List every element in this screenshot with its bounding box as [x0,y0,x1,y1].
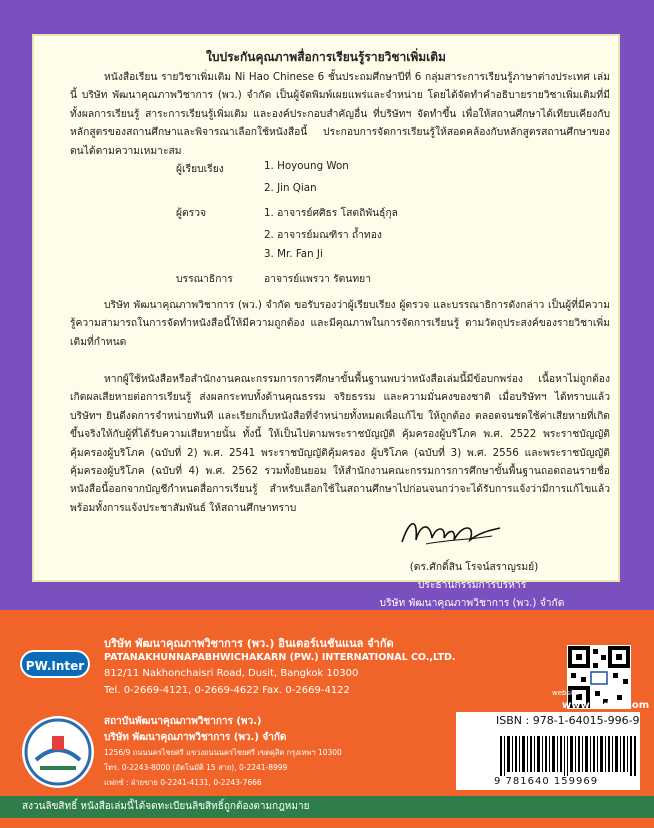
publisher-name-th: บริษัท พัฒนาคุณภาพวิชาการ (พว.) อินเตอร์เนชันแนล จำกัด [104,637,394,650]
copyright-bar: สงวนลิขสิทธิ์ หนังสือเล่มนี้ได้จดทะเบียนลิขสิทธิ์ถูกต้องตามกฎหมาย [0,796,654,818]
institute-fax: แฟกซ์ : ฝ่ายขาย 0-2241-4131, 0-2243-7666 [104,778,262,787]
credit-label: ผู้เรียบเรียง [176,163,224,175]
credit-value: 1. Hoyoung Won [264,160,349,172]
institute-emblem-icon [22,716,94,788]
institute-address: 1256/9 ถนนนครไชยศรี แขวงถนนนครไชยศรี เขตดุสิต กรุงเทพฯ 10300 [104,748,342,757]
credit-label: บรรณาธิการ [176,273,233,285]
credit-value: อาจารย์แพรวา รัตนทยา [264,273,371,285]
website-link[interactable]: www.iadth.com [562,700,650,711]
paragraph-intro: หนังสือเรียน รายวิชาเพิ่มเติม Ni Hao Chinese 6 ชั้นประถมศึกษาปีที่ 6 กลุ่มสาระการเรียนรู้ภาษาต่างประเทศ เล่มนี้ บริษัท พัฒนาคุณภาพวิชาการ (พว.) จำกัด เป็นผู้จัดพิมพ์เผยแพร่และจำหน่าย โดยได้จัดทำคำอธิบายรายวิชาเพิ่มเติมที่มีทั้งผลการเรียนรู้ สาระการเรียนรู้เพิ่มเติม และองค์ประกอบสำคัญอื่น ที่บริษัทฯ จัดทำขึ้น เพื่อให้สถานศึกษาได้เทียบเคียงกับหลักสูตรของสถานศึกษาและพิจารณาเลือกใช้หนังสือนี้ ประกอบการจัดการเรียนรู้ให้สอดคล้องกับหลักสูตรสถานศึกษาของตนได้ตามความเหมาะสม [70,71,610,157]
isbn-label: ISBN : 978-1-64015-996-9 [496,714,640,727]
isbn-barcode-box [456,712,640,790]
quality-certificate [32,34,620,582]
publisher-address: 812/11 Nakhonchaisri Road, Dusit, Bangkok 10300 [104,668,359,679]
signer-org: บริษัท พัฒนาคุณภาพวิชาการ (พว.) จำกัด [379,597,565,609]
credit-value: 2. Jin Qian [264,182,317,194]
publisher-name-en: PATANAKHUNNAPABHWICHAKARN (PW.) INTERNATIONAL CO.,LTD. [104,652,456,663]
publisher-phone: Tel. 0-2669-4121, 0-2669-4622 Fax. 0-2669-4122 [104,685,350,696]
credit-value: 2. อาจารย์มณฑิรา ถ้ำทอง [264,229,382,241]
institute-name: สถาบันพัฒนาคุณภาพวิชาการ (พว.) [104,716,262,727]
barcode-icon [500,736,636,776]
credit-value: 3. Mr. Fan Ji [264,248,323,260]
credit-label: ผู้ตรวจ [176,207,207,219]
institute-company: บริษัท พัฒนาคุณภาพวิชาการ (พว.) จำกัด [104,732,287,743]
signer-name: (ดร.ศักดิ์สิน โรจน์สราญรมย์) [409,561,539,573]
credit-value: 1. อาจารย์ศศิธร โสตถิพันธุ์กุล [264,207,398,219]
website-label: website : [552,689,584,697]
signature [396,514,506,550]
paragraph-liability: หากผู้ใช้หนังสือหรือสำนักงานคณะกรรมการการศึกษาขั้นพื้นฐานพบว่าหนังสือเล่มนี้มีข้อบกพร่อง เนื้อหาไม่ถูกต้อง เกิดผลเสียหายต่อการเรียนรู้ ส่งผลกระทบทั้งด้านคุณธรรม จริยธรรม และความมั่นคงของชาติ เมื่อบริษัทฯ ได้ทราบแล้ว บริษัทฯ ยินดีงดการจำหน่ายทันที และเรียกเก็บหนังสือที่จำหน่ายทั้งหมดเพื่อแก้ไข ให้ถูกต้อง ตลอดจนชดใช้ค่าเสียหายที่เกิดขึ้นจริงให้กับผู้ที่ได้รับความเสียหายนั้น ทั้งนี้ ให้เป็นไปตามพระราชบัญญัติ คุ้มครองผู้บริโภค พ.ศ. 2522 พระราชบัญญัติคุ้มครองผู้บริโภค (ฉบับที่ 2) พ.ศ. 2541 พระราชบัญญัติคุ้มครอง ผู้บริโภค (ฉบับที่ 3) พ.ศ. 2556 และพระราชบัญญัติคุ้มครองผู้บริโภค (ฉบับที่ 4) พ.ศ. 2562 รวมทั้งยินยอม ให้สำนักงานคณะกรรมการการศึกษาขั้นพื้นฐานถอดถอนรายชื่อหนังสือนี้ออกจากบัญชีกำหนดสื่อการเรียนรู้ สำหรับเลือกใช้ในสถานศึกษาไปก่อนจนกว่าจะได้รับการแจ้งว่ามีการแก้ไขแล้ว พร้อมทั้งการแจ้งประชาสัมพันธ์ ให้สถานศึกษาทราบ [70,373,610,514]
institute-tel: โทร. 0-2243-8000 (อัตโนมัติ 15 สาย), 0-2241-8999 [104,763,288,772]
signer-title: ประธานกรรมการบริหาร [417,579,527,591]
certificate-title: ใบประกันคุณภาพสื่อการเรียนรู้รายวิชาเพิ่มเติม [206,50,446,64]
paragraph-endorsement: บริษัท พัฒนาคุณภาพวิชาการ (พว.) จำกัด ขอรับรองว่าผู้เรียบเรียง ผู้ตรวจ และบรรณาธิการดังกล่าว เป็นผู้ที่มีความรู้ความสามารถในการจัดทำหนังสือนี้ให้มีความถูกต้อง และมีคุณภาพในการจัดการเรียนรู้ ตามวัตถุประสงค์ของรายวิชาเพิ่มเติมที่กำหนด [70,299,610,348]
barcode-digits: 9 781640 159969 [494,776,599,787]
pw-inter-logo: PW.Inter [20,650,90,678]
institute-logo [22,716,94,788]
